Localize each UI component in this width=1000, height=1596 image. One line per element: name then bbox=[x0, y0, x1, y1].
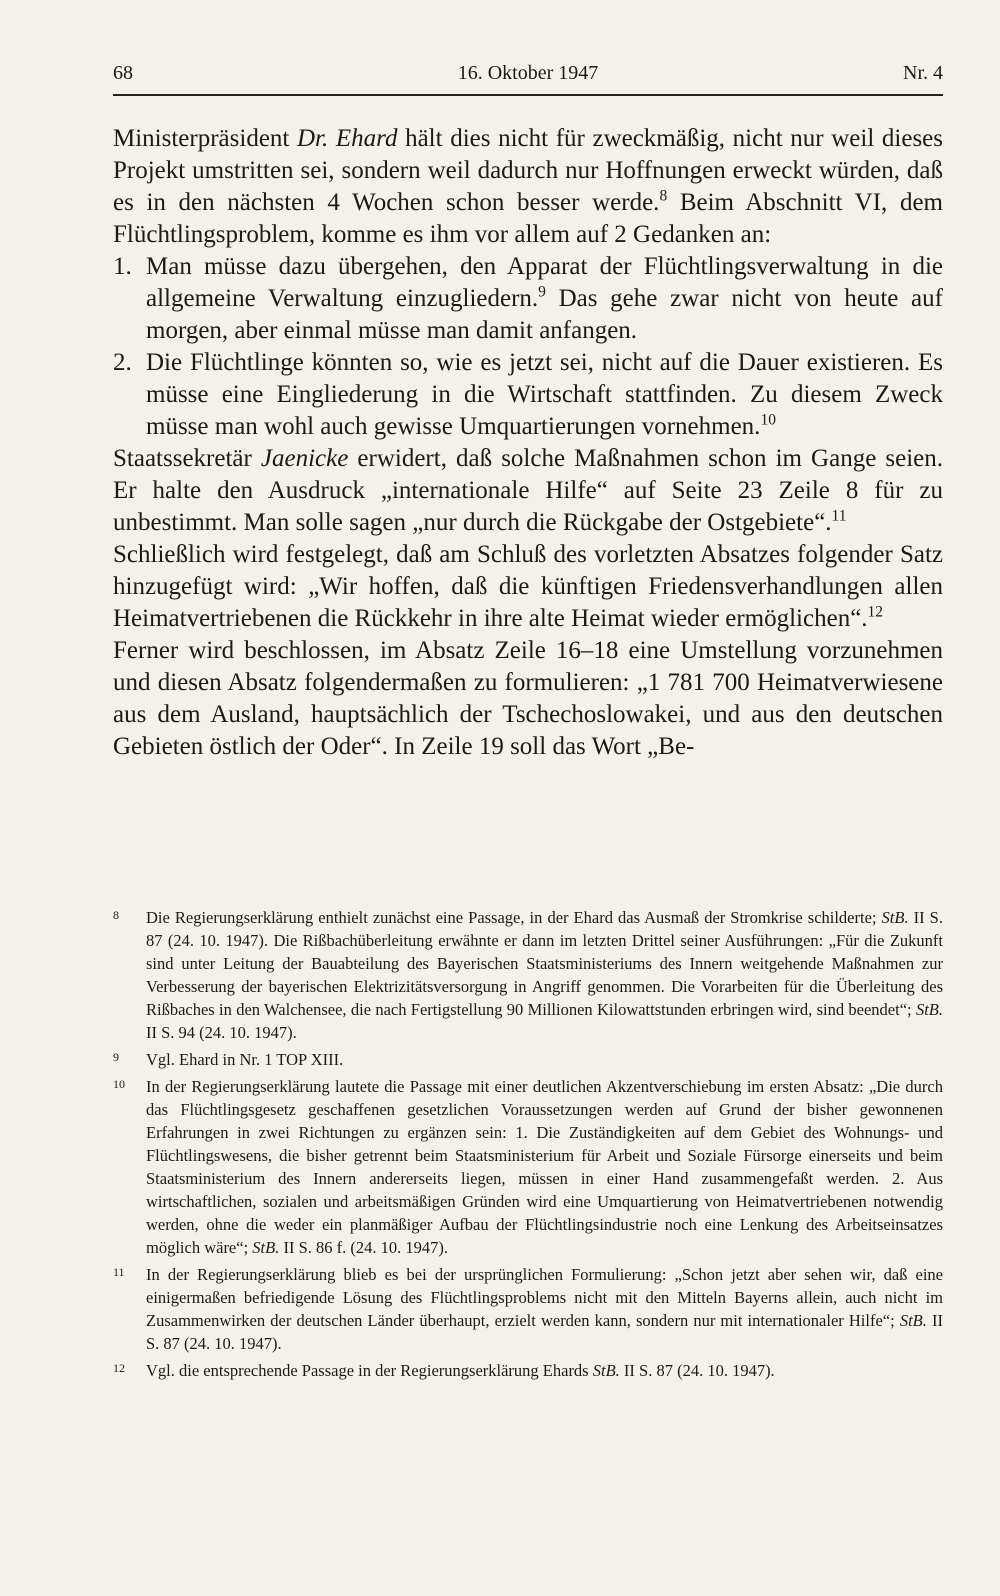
person-name: Jaenicke bbox=[260, 445, 349, 472]
text-run: II S. 87 (24. 10. 1947). Die Rißbachüberleitung erwähnte er dann im letzten Drittel seiner Ausführungen: „Für die Zukunft sind unter Leitung der Bauabteilung des Bayerischen Staatsministeriums des Innern weitgehende Maßnahmen zur Verbesserung der bayerischen Elektrizitätsversorgung in Angriff genommen. Die Vorarbeiten für die Überleitung des Rißbaches in den Walchensee, die nach Fertigstellung 90 Millionen Kilowattstunden erbringen wird, sind beendet“; bbox=[146, 908, 943, 1019]
text-run: Vgl. Ehard in Nr. 1 TOP XIII. bbox=[146, 1050, 344, 1069]
text-run: Beim Abschnitt VI, dem Flüchtlingsproblem, komme es ihm vor allem auf 2 Gedanken an: bbox=[113, 189, 943, 248]
source-ref: StB. bbox=[252, 1238, 280, 1257]
footnote-ref: 9 bbox=[538, 283, 546, 301]
footnote-11 bbox=[113, 1263, 943, 1355]
footnote-number: 10 bbox=[113, 1077, 125, 1091]
source-ref: StB. bbox=[592, 1361, 620, 1380]
text-run: In der Regierungserklärung blieb es bei der ursprünglichen Formulierung: „Schon jetzt aber sehen wir, daß eine einigermaßen befriedigende Lösung des Flüchtlingsproblems nicht mit den Mitteln Bayerns allein, auch nicht im Zusammenwirken der deutschen Länder überhaupt, erzielt werden kann, sondern nur mit internationaler Hilfe“; bbox=[146, 1265, 943, 1330]
paragraph-jaenicke bbox=[113, 443, 943, 539]
footnote-8 bbox=[113, 906, 943, 1044]
text-run: Schließlich wird festgelegt, daß am Schluß des vorletzten Absatzes folgender Satz hinzugefügt wird: „Wir hoffen, daß die künftigen Friedensverhandlungen allen Heimatvertriebenen die Rückkehr in ihre alte Heimat wieder ermöglichen“. bbox=[113, 541, 943, 632]
footnote-ref: 8 bbox=[659, 187, 668, 205]
footnote-ref: 10 bbox=[760, 411, 776, 429]
footnote-number: 11 bbox=[113, 1265, 125, 1279]
footnote-12 bbox=[113, 1359, 943, 1382]
main-text bbox=[113, 123, 943, 763]
text-run: hält dies nicht für zweckmäßig, nicht nur weil dieses Projekt umstritten sei, sondern weil dadurch nur Hoffnungen erweckt würden, daß es in den nächsten 4 Wochen schon besser werde. bbox=[113, 125, 943, 216]
text-run: Das gehe zwar nicht von heute auf morgen, aber einmal müsse man damit anfangen. bbox=[146, 285, 943, 344]
text-run: II S. 86 f. (24. 10. 1947). bbox=[279, 1238, 448, 1257]
paragraph-rewording: Ferner wird beschlossen, im Absatz Zeile 16–18 eine Umstellung vorzunehmen und diesen Absatz folgendermaßen zu formulieren: „1 781 700 Heimatverwiesene aus dem Ausland, hauptsächlich der Tschechoslowakei, und aus den deutschen Gebieten östlich der Oder“. In Zeile 19 soll das Wort „Be- bbox=[113, 637, 943, 760]
footnote-number: 12 bbox=[113, 1361, 125, 1375]
paragraph-resolution bbox=[113, 539, 943, 635]
text-run: Die Flüchtlinge könnten so, wie es jetzt sei, nicht auf die Dauer existieren. Es müsse eine Eingliederung in die Wirtschaft stattfinden. Zu diesem Zweck müsse man wohl auch gewisse Umquartierungen vornehmen. bbox=[146, 349, 943, 440]
text-run: II S. 87 (24. 10. 1947). bbox=[619, 1361, 775, 1380]
footnote-number: 8 bbox=[113, 908, 119, 922]
footnote-9 bbox=[113, 1048, 943, 1071]
list-item-1 bbox=[113, 251, 943, 347]
list-item-2 bbox=[113, 347, 943, 443]
source-ref: StB. bbox=[915, 1000, 943, 1019]
source-ref: StB. bbox=[881, 908, 909, 927]
text-run: Vgl. die entsprechende Passage in der Regierungserklärung Ehards bbox=[146, 1361, 593, 1380]
issue-number: Nr. 4 bbox=[903, 62, 943, 84]
text-run: In der Regierungserklärung lautete die Passage mit einer deutlichen Akzentverschiebung im ersten Absatz: „Die durch das Flüchtlingsgesetz geschaffenen gesetzlichen Voraussetzungen werden auf Grund der bisher gewonnenen Erfahrungen in zwei Richtungen zu ergänzen sein: 1. Die Zuständigkeiten auf dem Gebiet des Wohnungs- und Flüchtlingswesens, die bisher getrennt beim Staatsministerium für Arbeit und Soziale Fürsorge einerseits und beim Staatsministerium des Innern andererseits liegen, müssen in einer Hand zusammengefaßt werden. 2. Aus wirtschaftlichen, sozialen und arbeitsmäßigen Gründen wird eine Umquartierung von Heimatvertriebenen notwendig werden, ohne die weder ein planmäßiger Aufbau der Flüchtlingsindustrie noch eine Lenkung des Arbeitseinsatzes möglich wäre“; bbox=[146, 1077, 943, 1257]
page-number: 68 bbox=[113, 62, 133, 84]
footnote-number: 9 bbox=[113, 1050, 119, 1064]
header-date: 16. Oktober 1947 bbox=[457, 62, 599, 84]
list-number: 2. bbox=[113, 349, 132, 376]
footnote-10 bbox=[113, 1075, 943, 1259]
text-run: II S. 87 (24. 10. 1947). bbox=[146, 1311, 943, 1353]
source-ref: StB. bbox=[899, 1311, 927, 1330]
text-run: Die Regierungserklärung enthielt zunächst eine Passage, in der Ehard das Ausmaß der Stromkrise schilderte; bbox=[146, 908, 882, 927]
footnote-ref: 11 bbox=[831, 507, 847, 525]
text-run: Ministerpräsident bbox=[113, 125, 297, 152]
list-number: 1. bbox=[113, 253, 132, 280]
running-header bbox=[113, 62, 943, 96]
person-name: Dr. Ehard bbox=[296, 125, 398, 152]
text-run: erwidert, daß solche Maßnahmen schon im Gange seien. Er halte den Ausdruck „internationale Hilfe“ auf Seite 23 Zeile 8 für zu unbestimmt. Man solle sagen „nur durch die Rückgabe der Ostgebiete“. bbox=[113, 445, 943, 536]
footnotes bbox=[113, 906, 943, 1386]
footnote-ref: 12 bbox=[867, 603, 884, 621]
text-run: Man müsse dazu übergehen, den Apparat der Flüchtlingsverwaltung in die allgemeine Verwaltung einzugliedern. bbox=[146, 253, 943, 312]
paragraph-ehard bbox=[113, 123, 943, 251]
text-run: II S. 94 (24. 10. 1947). bbox=[146, 1023, 297, 1042]
text-run: Staatssekretär bbox=[113, 445, 261, 472]
